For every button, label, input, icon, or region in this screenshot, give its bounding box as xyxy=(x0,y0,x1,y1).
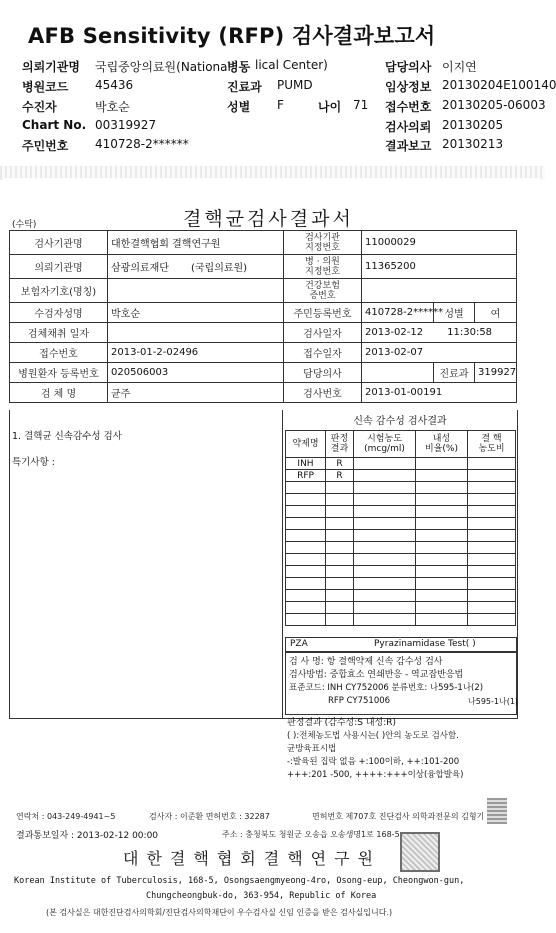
test-items-panel xyxy=(10,410,283,718)
label-attending-doctor: 담당의사 xyxy=(385,60,432,74)
lab-registration-number: 병원환자 등록번호 xyxy=(10,363,108,383)
table-row xyxy=(286,458,516,470)
label-chart-no: Chart No. xyxy=(22,118,87,132)
lab-receipt-number: 접수번호 xyxy=(10,343,108,363)
method-rfp-class: 나595-1나(1) xyxy=(468,697,519,706)
val-registration-number: 020506003 xyxy=(108,363,284,383)
lab-test-number: 검사번호 xyxy=(284,383,362,403)
table-row xyxy=(10,343,517,363)
val-patient-name: 박호순 xyxy=(108,303,284,323)
label-receipt-number: 접수번호 xyxy=(385,100,432,114)
lab-insurance-card: 건강보험 증번호 xyxy=(284,279,362,303)
table-row xyxy=(286,506,516,518)
footer-certification: (본 검사실은 대한진단검사의학회/진단검사의학재단이 우수검사실 신임 인증을 받은 검사실입니다.) xyxy=(46,908,393,917)
value-result-report: 20130213 xyxy=(442,137,504,151)
value-age: 71 xyxy=(353,98,369,112)
val-insurer xyxy=(108,279,284,303)
label-patient: 수진자 xyxy=(22,100,57,114)
judgement-line: ( ):전체농도법 사용시는( )안의 농도로 검사함. xyxy=(287,731,459,741)
drug-rfp: RFP xyxy=(286,470,326,482)
val-sex: 여 xyxy=(475,303,517,323)
lab-collection-date: 검체채취 일자 xyxy=(10,323,108,343)
table-row xyxy=(286,578,516,590)
label-test-request: 검사의뢰 xyxy=(385,120,432,134)
lab-testing-institution: 검사기관명 xyxy=(10,231,108,255)
label-resident-number: 주민번호 xyxy=(22,139,69,153)
val-test-number: 2013-01-00191 xyxy=(362,383,517,403)
method-test-name: 검 사 명: 항 결핵약제 신속 감수성 검사 xyxy=(289,657,443,667)
label-age: 나이 xyxy=(318,100,342,114)
pza-label: PZA xyxy=(290,639,308,649)
table-row xyxy=(286,470,516,482)
judgement-line: -:발육된 집락 없음 +:100이하, ++:101-200 xyxy=(287,757,460,767)
method-standard-code: 표준코드: INH CY752006 분류번호: 나595-1나(2) xyxy=(289,683,484,693)
col-result: 판정 결과 xyxy=(326,431,354,458)
method-box xyxy=(285,651,517,715)
rapid-result-table xyxy=(285,430,516,626)
val-doctor xyxy=(362,363,434,383)
special-notes-label: 특기사항 : xyxy=(12,457,55,468)
result-rfp: R xyxy=(326,470,354,482)
label-sex: 성별 xyxy=(227,100,251,114)
table-row xyxy=(10,323,517,343)
footer-org-english-1: Korean Institute of Tuberculosis, 168-5, Osongsaengmyeong-4ro, Osong-eup, Cheongwon-gun, xyxy=(14,876,465,886)
table-row xyxy=(286,482,516,494)
judgement-line: +++:201 -500, ++++:+++이상(융합발육) xyxy=(287,770,464,780)
table-row xyxy=(10,383,517,403)
table-row xyxy=(286,590,516,602)
lab-institution-number: 검사기관 지정번호 xyxy=(284,231,362,255)
label-hospital-code: 병원코드 xyxy=(22,80,69,94)
lab-specimen: 검 체 명 xyxy=(10,383,108,403)
label-result-report: 결과보고 xyxy=(385,139,432,153)
val-collection-date xyxy=(108,323,284,343)
requesting-sub: (국립의료원) xyxy=(190,263,248,274)
result-inh: R xyxy=(326,458,354,470)
col-resistance-ratio: 내성 비율(%) xyxy=(416,431,468,458)
val-test-date xyxy=(362,323,517,343)
value-requesting-institution: 국립중앙의료원(National xyxy=(95,60,231,74)
result-section xyxy=(9,410,518,719)
judgement-title: 판정결과 (감수성:S 내성:R) xyxy=(287,718,397,728)
val-department: 319927 xyxy=(475,363,517,383)
col-concentration-ratio: 결 핵 농도비 xyxy=(468,431,516,458)
value-patient: 박호순 xyxy=(95,100,130,114)
table-row xyxy=(286,530,516,542)
lab-clinic-number: 병 · 의원 지정번호 xyxy=(284,255,362,279)
table-row xyxy=(10,231,517,255)
judgement-line: 균방육표시법 xyxy=(287,744,337,754)
label-ward: 병동 xyxy=(227,60,251,74)
val-receipt-date: 2013-02-07 xyxy=(362,343,517,363)
val-resident-number: 410728-2****** xyxy=(362,303,434,323)
method-test-method: 검사방법: 중합효소 연쇄반응 - 역교잡반응법 xyxy=(289,670,464,680)
test-time: 11:30:58 xyxy=(447,327,493,338)
footer-examiner: 검사자 : 이준환 면허번호 : 32287 xyxy=(149,812,270,821)
footer-address: 주소 : 충청북도 청원군 오송읍 오송생명1로 168-5 xyxy=(222,830,400,839)
table-row xyxy=(286,614,516,626)
lab-doctor: 담당의사 xyxy=(284,363,362,383)
value-test-request: 20130205 xyxy=(442,118,504,132)
test-item: 1. 결핵균 신속감수성 검사 xyxy=(12,431,122,442)
label-requesting-institution: 의뢰기관명 xyxy=(22,60,80,74)
table-row xyxy=(286,542,516,554)
footer-report-date: 결과통보일자 : 2013-02-12 00:00 xyxy=(16,831,159,841)
lab-insurer: 보험자기호(명칭) xyxy=(10,279,108,303)
lab-receipt-date: 접수일자 xyxy=(284,343,362,363)
val-clinic-number: 11365200 xyxy=(362,255,517,279)
table-row xyxy=(10,363,517,383)
report-title: AFB Sensitivity (RFP) 검사결과보고서 xyxy=(28,24,436,48)
value-chart-no: 00319927 xyxy=(95,118,157,132)
val-testing-institution: 대한결핵협회 결핵연구원 xyxy=(108,231,284,255)
document-title: 결핵균검사결과서 xyxy=(183,208,354,230)
value-resident-number: 410728-2****** xyxy=(95,137,189,151)
table-row xyxy=(286,602,516,614)
lab-test-date: 검사일자 xyxy=(284,323,362,343)
drug-inh: INH xyxy=(286,458,326,470)
value-clinical-info: 20130204E100140 xyxy=(442,78,556,92)
table-row xyxy=(286,494,516,506)
footer-license: 면허번호 제707호 진단검사 의학과전문의 김형기 xyxy=(312,812,485,821)
test-date: 2013-02-12 xyxy=(365,327,424,338)
label-clinical-info: 임상정보 xyxy=(385,80,432,94)
col-concentration: 시험농도 (mcg/ml) xyxy=(354,431,416,458)
col-drug: 약제명 xyxy=(286,431,326,458)
table-row xyxy=(286,431,516,458)
table-row xyxy=(10,303,517,323)
lab-department: 진료과 xyxy=(434,363,475,383)
rapid-result-title: 신속 감수성 검사결과 xyxy=(353,416,447,427)
val-institution-number: 11000029 xyxy=(362,231,517,255)
signature-stamp xyxy=(487,798,507,824)
pza-text: Pyrazinamidase Test( ) xyxy=(374,639,476,649)
value-hospital-code: 45436 xyxy=(95,78,134,92)
val-receipt-number: 2013-01-2-02496 xyxy=(108,343,284,363)
seal-stamp xyxy=(400,832,440,872)
val-requesting-institution xyxy=(108,255,284,279)
receipt-mark: (수탁) xyxy=(12,220,37,230)
method-rfp-code: RFP CY751006 xyxy=(328,696,391,706)
table-row xyxy=(10,279,517,303)
lab-resident-number: 주민등록번호 xyxy=(284,303,362,323)
lab-patient-name: 수검자성명 xyxy=(10,303,108,323)
footer-phone: 연락처 : 043-249-4941~5 xyxy=(16,812,116,821)
val-specimen: 균주 xyxy=(108,383,284,403)
table-row xyxy=(286,554,516,566)
requesting-name: 삼광의료재단 xyxy=(111,263,169,274)
val-insurance-card xyxy=(362,279,517,303)
lab-sex: 성별 xyxy=(434,303,475,323)
table-row xyxy=(286,518,516,530)
value-receipt-number: 20130205-06003 xyxy=(442,98,546,112)
value-attending-doctor: 이지연 xyxy=(442,60,477,74)
label-department: 진료과 xyxy=(227,80,262,94)
value-sex: F xyxy=(277,98,284,112)
patient-info-table xyxy=(9,230,517,403)
value-department: PUMD xyxy=(277,78,313,92)
value-ward: lical Center) xyxy=(255,58,328,72)
table-row xyxy=(286,566,516,578)
footer-org-korean: 대한결핵협회결핵연구원 xyxy=(123,849,382,868)
lab-requesting-institution: 의뢰기관명 xyxy=(10,255,108,279)
footer-org-english-2: Chungcheongbuk-do, 363-954, Republic of Korea xyxy=(146,891,377,901)
table-row xyxy=(10,255,517,279)
